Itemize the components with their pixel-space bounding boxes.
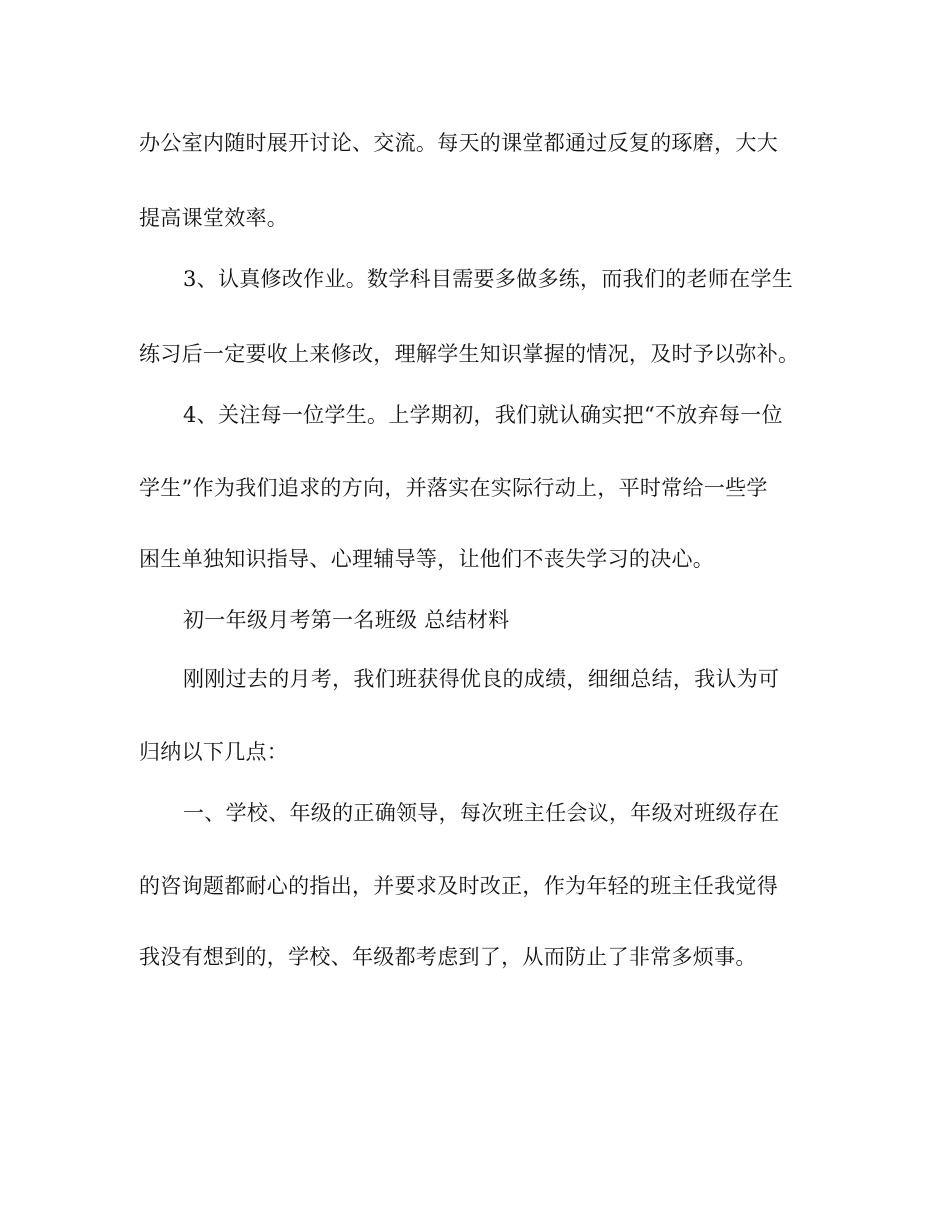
- paragraph-line: 困生单独知识指导、心理辅导等，让他们不丧失学习的决心。: [139, 547, 715, 571]
- paragraph-line: 归纳以下几点：: [139, 740, 289, 764]
- paragraph-line: 4、关注每一位学生。上学期初，我们就认确实把“不放弃每一位: [183, 403, 783, 427]
- paragraph-line: 练习后一定要收上来修改，理解学生知识掌握的情况，及时予以弥补。: [139, 342, 800, 366]
- paragraph-line: 学生”作为我们追求的方向，并落实在实际行动上，平时常给一些学: [139, 476, 768, 500]
- paragraph-line: 办公室内随时展开讨论、交流。每天的课堂都通过反复的琢磨，大大: [139, 131, 778, 155]
- paragraph-line: 提高课堂效率。: [139, 206, 289, 230]
- section-heading: 初一年级月考第一名班级 总结材料: [183, 608, 510, 632]
- paragraph-line: 刚刚过去的月考，我们班获得优良的成绩，细细总结，我认为可: [183, 667, 780, 691]
- paragraph-line: 的咨询题都耐心的指出，并要求及时改正，作为年轻的班主任我觉得: [139, 874, 778, 898]
- paragraph-line: 我没有想到的，学校、年级都考虑到了，从而防止了非常多烦事。: [139, 945, 757, 969]
- paragraph-line: 一、学校、年级的正确领导，每次班主任会议，年级对班级存在: [183, 801, 780, 825]
- paragraph-line: 3、认真修改作业。数学科目需要多做多练，而我们的老师在学生: [183, 267, 794, 291]
